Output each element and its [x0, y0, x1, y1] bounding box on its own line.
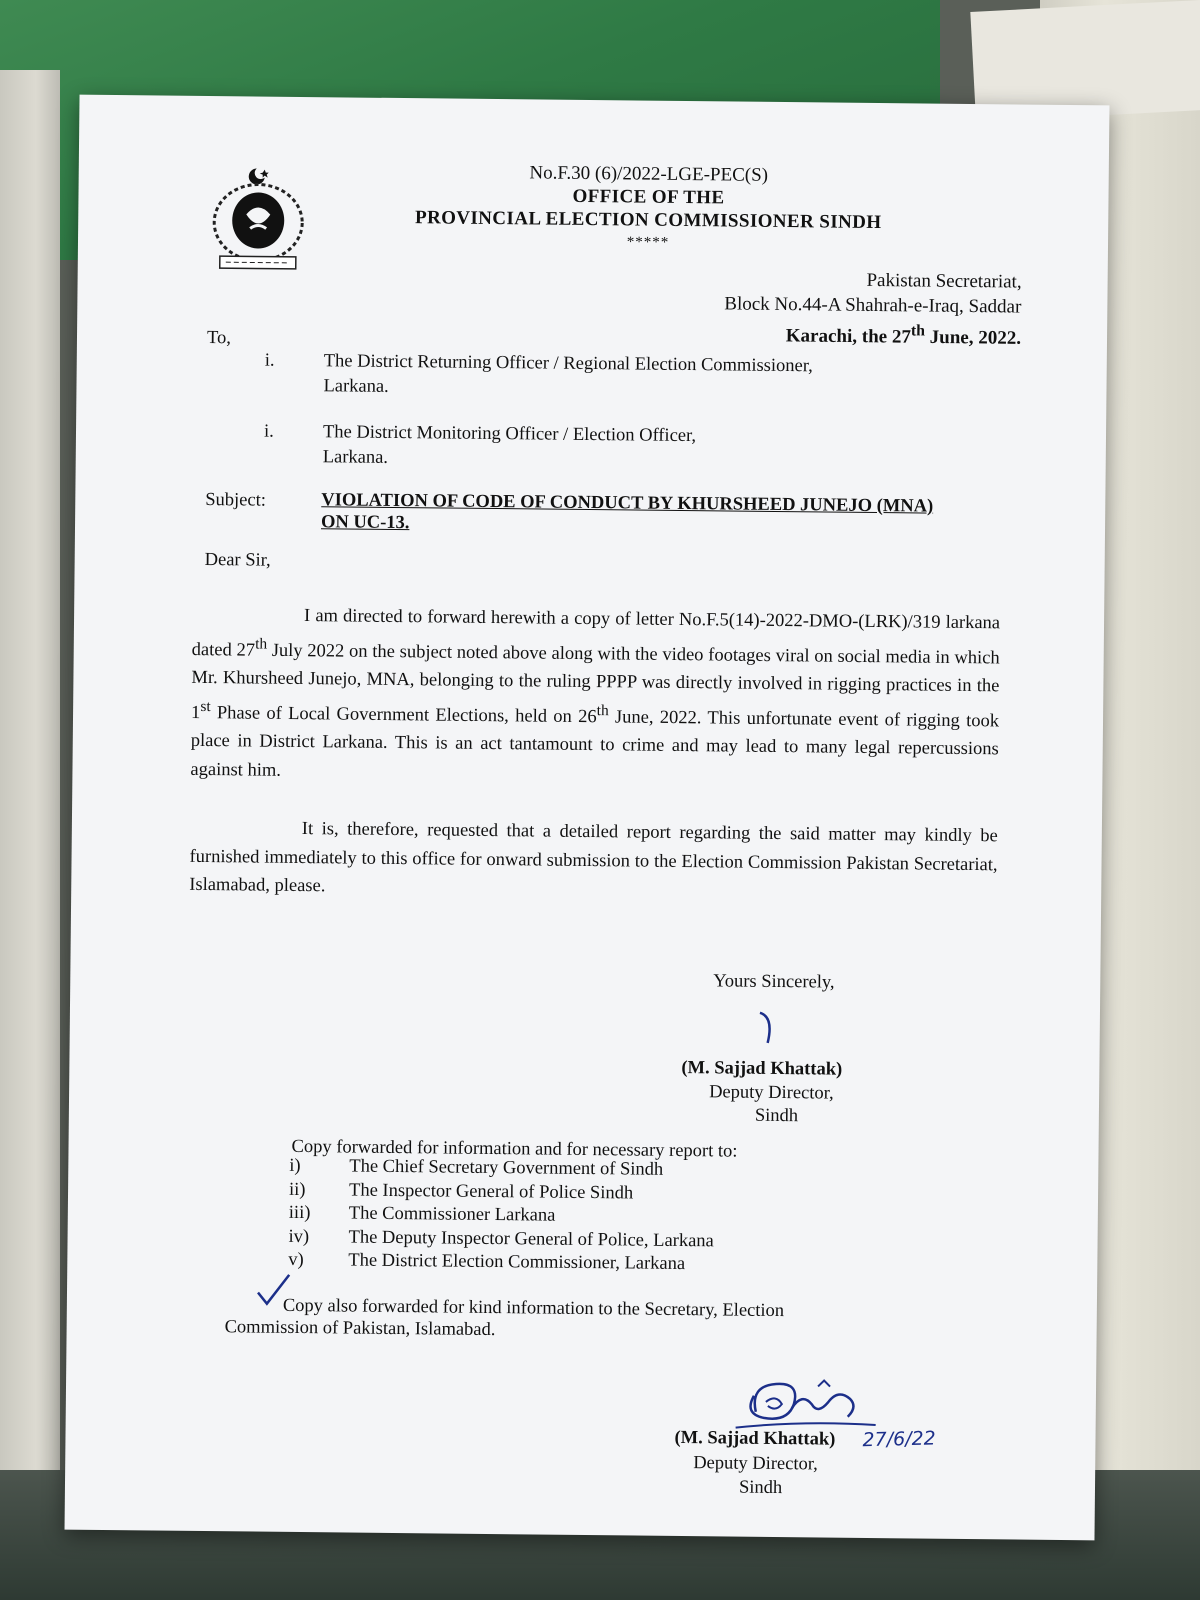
- closing: Yours Sincerely,: [713, 971, 835, 993]
- letter-header: [348, 159, 949, 257]
- subject-line-2: ON UC-13.: [320, 512, 410, 534]
- signatory-2-name: (M. Sajjad Khattak): [674, 1427, 836, 1450]
- recipient-1-line-2: Larkana.: [323, 376, 389, 397]
- letter-page: [65, 95, 1110, 1541]
- subject-line-1: VIOLATION OF CODE OF CONDUCT BY KHURSHEED JUNEJO (MNA): [321, 490, 934, 517]
- file-number: No.F.30 (6)/2022-LGE-PEC(S): [529, 162, 769, 186]
- p1-part-b: July 2022 on the subject noted above along with the video footages viral on social media in which Mr. Khursheed Junejo, MNA, belonging to the ruling PPPP was directly involved in rigging practices in the 1: [190, 640, 1000, 723]
- recipient-1-line-1: The District Returning Officer / Regional Election Commissioner,: [323, 351, 813, 377]
- p1-part-c: Phase of Local Government Elections, held on 26: [210, 702, 597, 727]
- signatory-1-name: (M. Sajjad Khattak): [681, 1058, 843, 1080]
- copy-to-heading: Copy forwarded for information and for necessary report to:: [291, 1136, 738, 1162]
- recipient-2-number: i.: [263, 421, 274, 442]
- recipient-2-line-2: Larkana.: [322, 447, 389, 468]
- signatory-2-designation: Deputy Director,: [693, 1453, 818, 1475]
- list-item-number: iii): [288, 1202, 311, 1224]
- office-line-2: PROVINCIAL ELECTION COMMISSIONER SINDH: [414, 207, 882, 234]
- p1-sup-3: th: [596, 701, 609, 719]
- list-item-number: v): [288, 1249, 304, 1271]
- signatory-1-designation: Deputy Director,: [709, 1082, 834, 1104]
- p1-sup-1: th: [255, 635, 268, 653]
- p1-part-a: I am directed to forward herewith a copy of letter No.F.5(14)-2022-DMO-(LRK)/319 larkana dated 27: [191, 606, 1001, 661]
- address-line-2: Block No.44-A Shahrah-e-Iraq, Saddar: [724, 293, 1022, 318]
- copy-to-list: [288, 1155, 714, 1277]
- signatory-1-place: Sindh: [754, 1105, 799, 1127]
- government-emblem-icon: [206, 164, 311, 277]
- header-stars: *****: [626, 234, 670, 251]
- handwritten-date: 27/6/22: [862, 1427, 937, 1452]
- subject-text: [321, 489, 1001, 540]
- office-line-1: OFFICE OF THE: [572, 185, 725, 209]
- copy-also-forwarded: Copy also forwarded for kind information to the Secretary, Election Commission of Pakistan, Islamabad.: [224, 1295, 785, 1341]
- list-item-text: The Commissioner Larkana: [348, 1203, 556, 1226]
- recipient-1: [323, 349, 923, 405]
- list-item-number: iv): [288, 1226, 310, 1247]
- letter-date: [724, 316, 1021, 350]
- subject-label: Subject:: [205, 489, 267, 511]
- list-item-text: The Inspector General of Police Sindh: [348, 1180, 634, 1204]
- salutation: Dear Sir,: [204, 549, 271, 571]
- recipient-2-line-1: The District Monitoring Officer / Election Officer,: [322, 422, 697, 447]
- recipient-1-number: i.: [264, 350, 275, 371]
- date-sup: th: [910, 322, 926, 340]
- date-prefix: Karachi, the 27: [785, 325, 912, 348]
- to-label: To,: [206, 327, 231, 349]
- list-item-number: ii): [288, 1179, 306, 1200]
- signature-mark-1: [756, 1007, 780, 1047]
- p1-sup-2: st: [200, 697, 211, 715]
- recipient-2: [323, 420, 923, 476]
- body-paragraph-1: [190, 601, 1000, 793]
- background-paper-left: [0, 70, 60, 1570]
- body-paragraph-2: It is, therefore, requested that a detailed report regarding the said matter may kindly be furnished immediately to this office for onward submission to the Election Commission Pakistan Secretariat, Islamabad, please.: [189, 819, 998, 897]
- list-item: [288, 1249, 713, 1277]
- address-line-1: Pakistan Secretariat,: [866, 269, 1022, 293]
- list-item-text: The Chief Secretary Government of Sindh: [349, 1156, 664, 1180]
- list-item-text: The District Election Commissioner, Larkana: [348, 1250, 686, 1275]
- p1-part-d: June, 2022. This unfortunate event of rigging took place in District Larkana. This is an act tantamount to crime and may lead to many legal repercussions against him.: [190, 707, 1000, 781]
- list-item-number: i): [289, 1155, 301, 1177]
- sender-address: [724, 266, 1022, 350]
- list-item-text: The Deputy Inspector General of Police, Larkana: [348, 1227, 714, 1251]
- signatory-2-place: Sindh: [738, 1477, 783, 1499]
- date-suffix: June, 2022.: [924, 326, 1022, 349]
